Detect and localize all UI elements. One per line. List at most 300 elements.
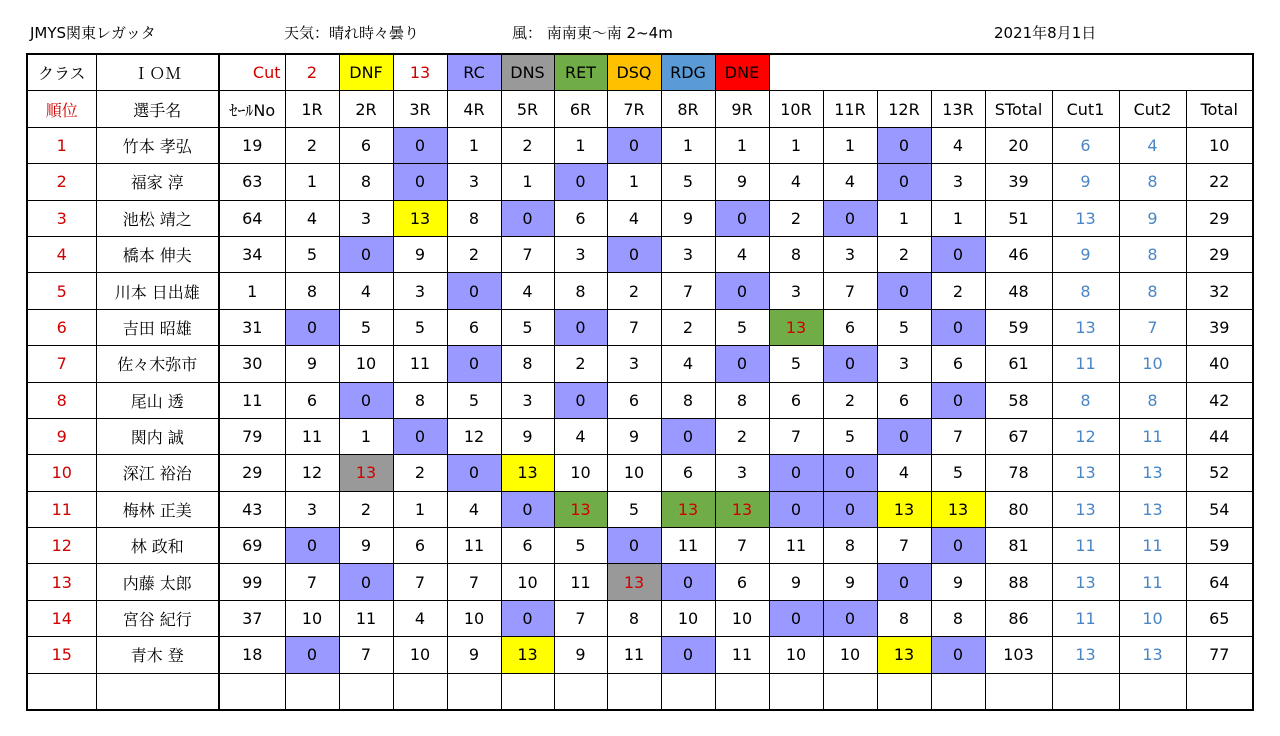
sailor-name-cell: 青木 登 xyxy=(96,637,219,673)
total-cell: 64 xyxy=(1186,564,1253,600)
cut1-cell: 6 xyxy=(1052,127,1119,163)
race-5-cell: 0 xyxy=(501,600,554,636)
total-cell: 29 xyxy=(1186,236,1253,272)
column-header: 13R xyxy=(931,91,985,127)
race-11-cell: 0 xyxy=(823,455,877,491)
race-2-cell: 8 xyxy=(339,164,393,200)
race-2-cell: 11 xyxy=(339,600,393,636)
sailor-name-cell: 関内 誠 xyxy=(96,418,219,454)
sailor-name-cell: 内藤 太郎 xyxy=(96,564,219,600)
sail-number-cell: 19 xyxy=(219,127,285,163)
sail-number-cell: 29 xyxy=(219,455,285,491)
race-13-cell: 8 xyxy=(931,600,985,636)
cut2-cell: 13 xyxy=(1119,491,1186,527)
stotal-cell: 88 xyxy=(985,564,1052,600)
rank-cell: 2 xyxy=(27,164,96,200)
race-6-cell: 10 xyxy=(554,455,607,491)
sailor-name-cell: 佐々木弥市 xyxy=(96,346,219,382)
race-4-cell: 4 xyxy=(447,491,501,527)
rank-cell: 12 xyxy=(27,528,96,564)
race-8-cell: 7 xyxy=(661,273,715,309)
race-3-cell: 9 xyxy=(393,236,447,272)
race-12-cell: 0 xyxy=(877,127,931,163)
cut2-cell: 8 xyxy=(1119,382,1186,418)
race-3-cell: 11 xyxy=(393,346,447,382)
cut1-cell: 13 xyxy=(1052,455,1119,491)
total-cell: 59 xyxy=(1186,528,1253,564)
empty-cell xyxy=(823,673,877,710)
race-3-cell: 0 xyxy=(393,127,447,163)
race-13-cell: 7 xyxy=(931,418,985,454)
race-5-cell: 7 xyxy=(501,236,554,272)
cut2-cell: 7 xyxy=(1119,309,1186,345)
rank-cell: 15 xyxy=(27,637,96,673)
race-5-cell: 9 xyxy=(501,418,554,454)
result-row xyxy=(27,127,1253,163)
empty-cell xyxy=(501,673,554,710)
race-5-cell: 8 xyxy=(501,346,554,382)
race-13-cell: 1 xyxy=(931,200,985,236)
race-11-cell: 0 xyxy=(823,346,877,382)
race-13-cell: 0 xyxy=(931,637,985,673)
race-13-cell: 0 xyxy=(931,236,985,272)
race-10-cell: 8 xyxy=(769,236,823,272)
race-10-cell: 0 xyxy=(769,600,823,636)
race-3-cell: 13 xyxy=(393,200,447,236)
empty-cell xyxy=(447,673,501,710)
regatta-title xyxy=(30,22,156,43)
race-4-cell: 0 xyxy=(447,273,501,309)
race-11-cell: 0 xyxy=(823,200,877,236)
rank-cell: 6 xyxy=(27,309,96,345)
legend-rdg-item: RDG xyxy=(661,54,715,91)
race-8-cell: 1 xyxy=(661,127,715,163)
race-1-cell: 0 xyxy=(285,528,339,564)
cut2-cell: 10 xyxy=(1119,600,1186,636)
result-row xyxy=(27,273,1253,309)
column-header: 12R xyxy=(877,91,931,127)
race-2-cell: 6 xyxy=(339,127,393,163)
cut2-cell: 11 xyxy=(1119,564,1186,600)
race-5-cell: 13 xyxy=(501,637,554,673)
race-7-cell: 11 xyxy=(607,637,661,673)
race-6-cell: 1 xyxy=(554,127,607,163)
total-cell: 39 xyxy=(1186,309,1253,345)
race-11-cell: 9 xyxy=(823,564,877,600)
stotal-cell: 20 xyxy=(985,127,1052,163)
race-9-cell: 0 xyxy=(715,200,769,236)
legend-cut: Cut xyxy=(219,54,285,91)
stotal-cell: 80 xyxy=(985,491,1052,527)
total-cell: 44 xyxy=(1186,418,1253,454)
rank-cell: 3 xyxy=(27,200,96,236)
empty-cell xyxy=(769,673,823,710)
empty-cell xyxy=(661,673,715,710)
sail-number-cell: 30 xyxy=(219,346,285,382)
rank-cell: 1 xyxy=(27,127,96,163)
race-8-cell: 2 xyxy=(661,309,715,345)
empty-cell xyxy=(27,673,96,710)
race-9-cell: 10 xyxy=(715,600,769,636)
race-5-cell: 2 xyxy=(501,127,554,163)
cut2-cell: 10 xyxy=(1119,346,1186,382)
sailor-name-cell: 橋本 伸夫 xyxy=(96,236,219,272)
race-10-cell: 3 xyxy=(769,273,823,309)
race-12-cell: 0 xyxy=(877,418,931,454)
race-5-cell: 10 xyxy=(501,564,554,600)
cut2-cell: 9 xyxy=(1119,200,1186,236)
race-13-cell: 5 xyxy=(931,455,985,491)
cut2-cell: 11 xyxy=(1119,418,1186,454)
empty-cell xyxy=(1186,673,1253,710)
cut2-cell: 11 xyxy=(1119,528,1186,564)
result-row xyxy=(27,382,1253,418)
race-6-cell: 8 xyxy=(554,273,607,309)
race-11-cell: 8 xyxy=(823,528,877,564)
legend-empty-cell xyxy=(1119,54,1186,91)
empty-cell xyxy=(877,673,931,710)
cut1-cell: 11 xyxy=(1052,346,1119,382)
race-11-cell: 5 xyxy=(823,418,877,454)
race-12-cell: 1 xyxy=(877,200,931,236)
sailor-name-cell: 林 政和 xyxy=(96,528,219,564)
column-header: 1R xyxy=(285,91,339,127)
race-1-cell: 0 xyxy=(285,309,339,345)
race-1-cell: 3 xyxy=(285,491,339,527)
result-row xyxy=(27,418,1253,454)
rank-cell: 10 xyxy=(27,455,96,491)
stotal-cell: 39 xyxy=(985,164,1052,200)
cut1-cell: 8 xyxy=(1052,273,1119,309)
weather-text: 天気：晴れ時々曇り xyxy=(284,24,420,42)
race-6-cell: 7 xyxy=(554,600,607,636)
sail-number-cell: 63 xyxy=(219,164,285,200)
race-13-cell: 9 xyxy=(931,564,985,600)
race-4-cell: 0 xyxy=(447,455,501,491)
total-cell: 10 xyxy=(1186,127,1253,163)
result-row xyxy=(27,164,1253,200)
cut1-cell: 13 xyxy=(1052,564,1119,600)
column-header: ｾｰﾙNo xyxy=(219,91,285,127)
race-2-cell: 3 xyxy=(339,200,393,236)
race-7-cell: 7 xyxy=(607,309,661,345)
race-11-cell: 7 xyxy=(823,273,877,309)
cut1-cell: 11 xyxy=(1052,600,1119,636)
race-11-cell: 0 xyxy=(823,491,877,527)
race-1-cell: 11 xyxy=(285,418,339,454)
race-10-cell: 0 xyxy=(769,491,823,527)
column-header: 5R xyxy=(501,91,554,127)
race-6-cell: 13 xyxy=(554,491,607,527)
race-12-cell: 3 xyxy=(877,346,931,382)
race-3-cell: 0 xyxy=(393,164,447,200)
race-9-cell: 11 xyxy=(715,637,769,673)
result-row xyxy=(27,236,1253,272)
race-6-cell: 6 xyxy=(554,200,607,236)
total-cell: 32 xyxy=(1186,273,1253,309)
race-10-cell: 2 xyxy=(769,200,823,236)
race-1-cell: 2 xyxy=(285,127,339,163)
column-header: Cut1 xyxy=(1052,91,1119,127)
race-2-cell: 2 xyxy=(339,491,393,527)
empty-cell xyxy=(1052,673,1119,710)
empty-cell xyxy=(96,673,219,710)
legend-rc-item: RC xyxy=(447,54,501,91)
column-header: 4R xyxy=(447,91,501,127)
race-8-cell: 13 xyxy=(661,491,715,527)
race-4-cell: 11 xyxy=(447,528,501,564)
rank-cell: 13 xyxy=(27,564,96,600)
stotal-cell: 78 xyxy=(985,455,1052,491)
race-8-cell: 0 xyxy=(661,564,715,600)
race-1-cell: 10 xyxy=(285,600,339,636)
race-4-cell: 12 xyxy=(447,418,501,454)
race-4-cell: 0 xyxy=(447,346,501,382)
sail-number-cell: 37 xyxy=(219,600,285,636)
race-3-cell: 0 xyxy=(393,418,447,454)
empty-cell xyxy=(339,673,393,710)
race-2-cell: 0 xyxy=(339,236,393,272)
cut1-cell: 9 xyxy=(1052,236,1119,272)
cut1-cell: 12 xyxy=(1052,418,1119,454)
result-row xyxy=(27,200,1253,236)
stotal-cell: 58 xyxy=(985,382,1052,418)
race-6-cell: 0 xyxy=(554,309,607,345)
race-6-cell: 2 xyxy=(554,346,607,382)
race-9-cell: 4 xyxy=(715,236,769,272)
race-1-cell: 4 xyxy=(285,200,339,236)
race-1-cell: 12 xyxy=(285,455,339,491)
race-5-cell: 3 xyxy=(501,382,554,418)
race-8-cell: 5 xyxy=(661,164,715,200)
sailor-name-cell: 梅林 正美 xyxy=(96,491,219,527)
race-2-cell: 13 xyxy=(339,455,393,491)
race-4-cell: 9 xyxy=(447,637,501,673)
sail-number-cell: 31 xyxy=(219,309,285,345)
race-2-cell: 0 xyxy=(339,382,393,418)
race-2-cell: 0 xyxy=(339,564,393,600)
sail-number-cell: 43 xyxy=(219,491,285,527)
cut1-cell: 13 xyxy=(1052,200,1119,236)
race-3-cell: 3 xyxy=(393,273,447,309)
race-11-cell: 1 xyxy=(823,127,877,163)
race-5-cell: 1 xyxy=(501,164,554,200)
results-table xyxy=(26,53,1254,711)
race-13-cell: 0 xyxy=(931,309,985,345)
race-1-cell: 7 xyxy=(285,564,339,600)
race-13-cell: 4 xyxy=(931,127,985,163)
column-header: STotal xyxy=(985,91,1052,127)
stotal-cell: 46 xyxy=(985,236,1052,272)
race-4-cell: 3 xyxy=(447,164,501,200)
total-cell: 40 xyxy=(1186,346,1253,382)
total-cell: 29 xyxy=(1186,200,1253,236)
race-8-cell: 6 xyxy=(661,455,715,491)
legend-ret-item: RET xyxy=(554,54,607,91)
wind-info xyxy=(512,22,673,43)
race-5-cell: 6 xyxy=(501,528,554,564)
race-10-cell: 10 xyxy=(769,637,823,673)
race-9-cell: 3 xyxy=(715,455,769,491)
race-12-cell: 4 xyxy=(877,455,931,491)
wind-text: 風： 南南東～南 2~4m xyxy=(512,24,673,42)
race-6-cell: 9 xyxy=(554,637,607,673)
race-12-cell: 6 xyxy=(877,382,931,418)
sailor-name-cell: 福家 淳 xyxy=(96,164,219,200)
stotal-cell: 51 xyxy=(985,200,1052,236)
column-header: 9R xyxy=(715,91,769,127)
empty-cell xyxy=(985,673,1052,710)
race-7-cell: 5 xyxy=(607,491,661,527)
cut2-cell: 13 xyxy=(1119,455,1186,491)
column-header-row xyxy=(27,91,1253,127)
total-cell: 52 xyxy=(1186,455,1253,491)
stotal-cell: 61 xyxy=(985,346,1052,382)
race-7-cell: 4 xyxy=(607,200,661,236)
race-1-cell: 1 xyxy=(285,164,339,200)
legend-empty-cell xyxy=(1052,54,1119,91)
cut1-cell: 13 xyxy=(1052,637,1119,673)
race-3-cell: 6 xyxy=(393,528,447,564)
race-11-cell: 2 xyxy=(823,382,877,418)
cut1-cell: 11 xyxy=(1052,528,1119,564)
race-6-cell: 0 xyxy=(554,164,607,200)
legend-empty-cell xyxy=(769,54,823,91)
rank-cell: 7 xyxy=(27,346,96,382)
race-2-cell: 1 xyxy=(339,418,393,454)
empty-cell xyxy=(715,673,769,710)
cut1-cell: 8 xyxy=(1052,382,1119,418)
race-13-cell: 13 xyxy=(931,491,985,527)
race-1-cell: 8 xyxy=(285,273,339,309)
race-8-cell: 9 xyxy=(661,200,715,236)
legend-empty-cell xyxy=(877,54,931,91)
race-7-cell: 13 xyxy=(607,564,661,600)
result-row xyxy=(27,600,1253,636)
race-12-cell: 8 xyxy=(877,600,931,636)
stotal-cell: 86 xyxy=(985,600,1052,636)
race-9-cell: 8 xyxy=(715,382,769,418)
race-11-cell: 10 xyxy=(823,637,877,673)
total-cell: 77 xyxy=(1186,637,1253,673)
race-8-cell: 0 xyxy=(661,637,715,673)
race-11-cell: 0 xyxy=(823,600,877,636)
legend-dsq-item: DSQ xyxy=(607,54,661,91)
column-header: 8R xyxy=(661,91,715,127)
race-13-cell: 0 xyxy=(931,528,985,564)
race-6-cell: 4 xyxy=(554,418,607,454)
total-cell: 65 xyxy=(1186,600,1253,636)
race-10-cell: 7 xyxy=(769,418,823,454)
race-7-cell: 1 xyxy=(607,164,661,200)
race-2-cell: 7 xyxy=(339,637,393,673)
legend-dne-item: DNE xyxy=(715,54,769,91)
legend-empty-cell xyxy=(985,54,1052,91)
race-10-cell: 13 xyxy=(769,309,823,345)
rank-cell: 8 xyxy=(27,382,96,418)
race-10-cell: 11 xyxy=(769,528,823,564)
race-4-cell: 7 xyxy=(447,564,501,600)
cut1-cell: 13 xyxy=(1052,309,1119,345)
legend-dnf-item: DNF xyxy=(339,54,393,91)
race-9-cell: 7 xyxy=(715,528,769,564)
stotal-cell: 81 xyxy=(985,528,1052,564)
sail-number-cell: 34 xyxy=(219,236,285,272)
race-4-cell: 8 xyxy=(447,200,501,236)
sail-number-cell: 79 xyxy=(219,418,285,454)
race-2-cell: 5 xyxy=(339,309,393,345)
race-3-cell: 8 xyxy=(393,382,447,418)
total-cell: 42 xyxy=(1186,382,1253,418)
race-7-cell: 10 xyxy=(607,455,661,491)
race-8-cell: 0 xyxy=(661,418,715,454)
race-13-cell: 3 xyxy=(931,164,985,200)
cut2-cell: 8 xyxy=(1119,164,1186,200)
result-row xyxy=(27,564,1253,600)
cut2-cell: 8 xyxy=(1119,236,1186,272)
race-1-cell: 9 xyxy=(285,346,339,382)
empty-cell xyxy=(219,673,285,710)
race-9-cell: 6 xyxy=(715,564,769,600)
race-12-cell: 0 xyxy=(877,273,931,309)
race-3-cell: 4 xyxy=(393,600,447,636)
sailor-name-cell: 深江 裕治 xyxy=(96,455,219,491)
race-7-cell: 9 xyxy=(607,418,661,454)
race-9-cell: 13 xyxy=(715,491,769,527)
race-5-cell: 0 xyxy=(501,491,554,527)
race-12-cell: 2 xyxy=(877,236,931,272)
sailor-name-cell: 池松 靖之 xyxy=(96,200,219,236)
stotal-cell: 59 xyxy=(985,309,1052,345)
race-10-cell: 5 xyxy=(769,346,823,382)
regatta-title-text: JMYS関東レガッタ xyxy=(30,24,156,42)
empty-cell xyxy=(607,673,661,710)
race-9-cell: 9 xyxy=(715,164,769,200)
race-7-cell: 0 xyxy=(607,236,661,272)
rank-cell: 11 xyxy=(27,491,96,527)
race-10-cell: 6 xyxy=(769,382,823,418)
sail-number-cell: 18 xyxy=(219,637,285,673)
legend-13-item: 13 xyxy=(393,54,447,91)
cut1-cell: 9 xyxy=(1052,164,1119,200)
race-11-cell: 6 xyxy=(823,309,877,345)
empty-cell xyxy=(931,673,985,710)
race-9-cell: 0 xyxy=(715,346,769,382)
column-header: Cut2 xyxy=(1119,91,1186,127)
race-7-cell: 8 xyxy=(607,600,661,636)
legend-dns-item: DNS xyxy=(501,54,554,91)
race-3-cell: 7 xyxy=(393,564,447,600)
race-12-cell: 5 xyxy=(877,309,931,345)
race-2-cell: 10 xyxy=(339,346,393,382)
race-8-cell: 8 xyxy=(661,382,715,418)
race-7-cell: 3 xyxy=(607,346,661,382)
race-4-cell: 10 xyxy=(447,600,501,636)
column-header: Total xyxy=(1186,91,1253,127)
race-3-cell: 10 xyxy=(393,637,447,673)
race-11-cell: 4 xyxy=(823,164,877,200)
cut1-cell: 13 xyxy=(1052,491,1119,527)
rank-cell: 5 xyxy=(27,273,96,309)
race-4-cell: 1 xyxy=(447,127,501,163)
cut2-cell: 4 xyxy=(1119,127,1186,163)
legend-empty-cell xyxy=(931,54,985,91)
race-3-cell: 2 xyxy=(393,455,447,491)
legend-row xyxy=(27,54,1253,91)
race-12-cell: 0 xyxy=(877,164,931,200)
sailor-name-cell: 吉田 昭雄 xyxy=(96,309,219,345)
stotal-cell: 48 xyxy=(985,273,1052,309)
